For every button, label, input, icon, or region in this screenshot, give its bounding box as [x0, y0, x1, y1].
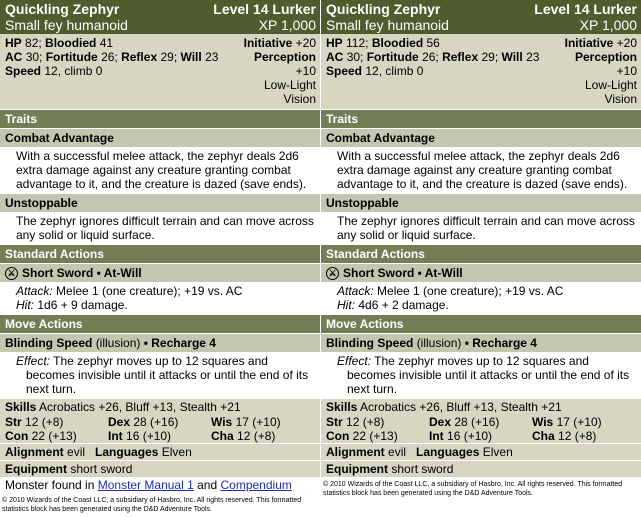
- fort-label: Fortitude: [45, 50, 98, 64]
- skills-label: Skills: [326, 400, 358, 414]
- con-value: 22 (+13): [31, 429, 77, 443]
- blinding-speed-keyword: (illusion): [95, 336, 141, 350]
- stat-block-left: [0, 0, 320, 517]
- fort-label: Fortitude: [366, 50, 419, 64]
- perception-label: Perception: [253, 50, 316, 64]
- combat-advantage-desc: With a successful melee attack, the zephyr deals 2d6 extra damage against any creature granting combat advantage to it, and the creature is dazed (save ends).: [321, 147, 641, 193]
- str-label: Str: [5, 415, 22, 429]
- header: [0, 0, 320, 34]
- unstoppable-title: Unstoppable: [321, 193, 641, 212]
- short-sword-title: [0, 263, 320, 282]
- alignment-row: [0, 443, 320, 460]
- blinding-speed-desc: [321, 352, 641, 398]
- dex-label: Dex: [429, 415, 452, 429]
- blinding-speed-label: Blinding Speed: [5, 336, 93, 350]
- short-sword-desc: [321, 282, 641, 314]
- ac-label: AC: [326, 50, 344, 64]
- hp-label: HP: [326, 36, 343, 50]
- perception-value: +10: [616, 64, 637, 78]
- source-and: and: [197, 478, 218, 492]
- equipment-label: Equipment: [326, 462, 388, 476]
- perception-value: +10: [295, 64, 316, 78]
- hp-value: 112;: [346, 36, 369, 50]
- equipment-value: short sword: [391, 462, 454, 476]
- con-label: Con: [5, 429, 29, 443]
- monster-xp: XP 1,000: [258, 17, 316, 33]
- hp-label: HP: [5, 36, 22, 50]
- bloodied-value: 56: [426, 36, 440, 50]
- fort-value: 26;: [422, 50, 439, 64]
- wis-value: 17 (+10): [235, 415, 281, 429]
- traits-header: Traits: [0, 109, 320, 128]
- skills-row: [0, 398, 320, 415]
- hit-label: Hit:: [16, 298, 34, 312]
- cha-value: 12 (+8): [237, 429, 276, 443]
- hit-label: Hit:: [337, 298, 355, 312]
- standard-actions-header: Standard Actions: [0, 244, 320, 263]
- monster-xp: XP 1,000: [579, 17, 637, 33]
- skills-label: Skills: [5, 400, 37, 414]
- source-prefix: Monster found in: [5, 478, 95, 492]
- hp-value: 82;: [25, 36, 42, 50]
- short-sword-desc: [0, 282, 320, 314]
- standard-actions-header: Standard Actions: [321, 244, 641, 263]
- equipment-value: short sword: [70, 462, 133, 476]
- wis-value: 17 (+10): [556, 415, 602, 429]
- bloodied-label: Bloodied: [45, 36, 97, 50]
- copyright-notice: © 2010 Wizards of the Coast LLC, a subsidiary of Hasbro, Inc. All rights reserved. This formatted statistics block has been generated using the D&D Adventure Tools.: [323, 481, 623, 497]
- con-label: Con: [326, 429, 350, 443]
- header: [321, 0, 641, 34]
- ref-label: Reflex: [121, 50, 158, 64]
- dex-value: 28 (+16): [454, 415, 500, 429]
- init-value: +20: [295, 36, 316, 50]
- vision-value-2: Vision: [604, 92, 637, 106]
- will-label: Will: [501, 50, 523, 64]
- vision-value: Low-Light: [584, 78, 637, 92]
- will-label: Will: [180, 50, 202, 64]
- ref-value: 29;: [160, 50, 178, 64]
- speed-label: Speed: [326, 64, 363, 78]
- vision-value-2: Vision: [283, 92, 316, 106]
- languages-value: Elven: [161, 445, 192, 459]
- move-actions-header: Move Actions: [321, 314, 641, 333]
- str-value: 12 (+8): [25, 415, 64, 429]
- cha-label: Cha: [532, 429, 555, 443]
- blinding-speed-label: Blinding Speed: [326, 336, 414, 350]
- will-value: 23: [526, 50, 540, 64]
- monster-type: Small fey humanoid: [326, 17, 449, 33]
- bloodied-label: Bloodied: [371, 36, 424, 50]
- will-value: 23: [205, 50, 219, 64]
- blinding-speed-keyword: (illusion): [416, 336, 462, 350]
- dex-label: Dex: [108, 415, 131, 429]
- monster-name: Quickling Zephyr: [5, 1, 120, 17]
- cha-label: Cha: [211, 429, 234, 443]
- short-sword-label: Short Sword • At-Will: [22, 266, 142, 280]
- attack-value: Melee 1 (one creature); +19 vs. AC: [56, 284, 243, 298]
- stats-panel: [0, 34, 320, 109]
- short-sword-label: Short Sword • At-Will: [343, 266, 463, 280]
- con-value: 22 (+13): [352, 429, 398, 443]
- int-label: Int: [108, 429, 123, 443]
- ac-label: AC: [5, 50, 23, 64]
- blinding-speed-title: [321, 333, 641, 352]
- source-row: [0, 477, 320, 493]
- int-value: 16 (+10): [447, 429, 493, 443]
- languages-label: Languages: [95, 445, 159, 459]
- monster-manual-link[interactable]: Monster Manual 1: [97, 478, 194, 492]
- ref-value: 29;: [481, 50, 499, 64]
- move-actions-header: Move Actions: [0, 314, 320, 333]
- attack-label: Attack:: [337, 284, 374, 298]
- effect-value: The zephyr moves up to 12 squares and becomes invisible until it attacks or until the end of its next turn.: [347, 354, 630, 396]
- ability-scores: [0, 415, 320, 443]
- attack-label: Attack:: [16, 284, 53, 298]
- attack-value: Melee 1 (one creature); +19 vs. AC: [377, 284, 564, 298]
- cha-value: 12 (+8): [558, 429, 597, 443]
- dex-value: 28 (+16): [133, 415, 179, 429]
- alignment-label: Alignment: [326, 445, 385, 459]
- languages-value: Elven: [482, 445, 513, 459]
- init-label: Initiative: [243, 36, 293, 50]
- monster-name: Quickling Zephyr: [326, 1, 441, 17]
- init-label: Initiative: [564, 36, 614, 50]
- effect-value: The zephyr moves up to 12 squares and becomes invisible until it attacks or until the end of its next turn.: [26, 354, 309, 396]
- wis-label: Wis: [532, 415, 554, 429]
- languages-label: Languages: [416, 445, 480, 459]
- traits-header: Traits: [321, 109, 641, 128]
- speed-value: 12, climb 0: [44, 64, 103, 78]
- ac-value: 30;: [25, 50, 43, 64]
- equipment-row: [321, 460, 641, 477]
- blinding-speed-desc: [0, 352, 320, 398]
- blinding-speed-recharge: • Recharge 4: [464, 336, 537, 350]
- monster-level: Level 14 Lurker: [534, 1, 637, 17]
- monster-type: Small fey humanoid: [5, 17, 128, 33]
- unstoppable-title: Unstoppable: [0, 193, 320, 212]
- ability-scores: [321, 415, 641, 443]
- equipment-label: Equipment: [5, 462, 67, 476]
- melee-basic-icon: ⚔: [326, 267, 339, 280]
- unstoppable-desc: The zephyr ignores difficult terrain and can move across any solid or liquid surface.: [0, 212, 320, 244]
- melee-basic-icon: ⚔: [5, 267, 18, 280]
- ref-label: Reflex: [442, 50, 479, 64]
- skills-row: [321, 398, 641, 415]
- unstoppable-desc: The zephyr ignores difficult terrain and can move across any solid or liquid surface.: [321, 212, 641, 244]
- skills-value: Acrobatics +26, Bluff +13, Stealth +21: [360, 400, 562, 414]
- short-sword-title: [321, 263, 641, 282]
- bloodied-value: 41: [99, 36, 114, 50]
- alignment-label: Alignment: [5, 445, 64, 459]
- alignment-value: evil: [67, 445, 86, 459]
- combat-advantage-title: Combat Advantage: [321, 128, 641, 147]
- speed-value: 12, climb 0: [365, 64, 424, 78]
- fort-value: 26;: [101, 50, 118, 64]
- vision-value: Low-Light: [263, 78, 316, 92]
- str-label: Str: [326, 415, 343, 429]
- effect-label: Effect:: [16, 354, 51, 368]
- int-label: Int: [429, 429, 444, 443]
- compendium-link[interactable]: Compendium: [220, 478, 292, 492]
- str-value: 12 (+8): [346, 415, 385, 429]
- effect-label: Effect:: [337, 354, 372, 368]
- alignment-value: evil: [388, 445, 407, 459]
- stat-block-right: [321, 0, 641, 501]
- equipment-row: [0, 460, 320, 477]
- combat-advantage-title: Combat Advantage: [0, 128, 320, 147]
- monster-level: Level 14 Lurker: [213, 1, 316, 17]
- copyright-notice: © 2010 Wizards of the Coast LLC, a subsidiary of Hasbro, Inc. All rights reserved. This formatted statistics block has been generated using the D&D Adventure Tools.: [2, 497, 302, 513]
- hit-value: 4d6 + 2 damage.: [358, 298, 449, 312]
- combat-advantage-desc: With a successful melee attack, the zephyr deals 2d6 extra damage against any creature granting combat advantage to it, and the creature is dazed (save ends).: [0, 147, 320, 193]
- perception-label: Perception: [574, 50, 637, 64]
- ac-value: 30;: [346, 50, 364, 64]
- wis-label: Wis: [211, 415, 233, 429]
- stats-panel: [321, 34, 641, 109]
- alignment-row: [321, 443, 641, 460]
- init-value: +20: [616, 36, 637, 50]
- speed-label: Speed: [5, 64, 42, 78]
- blinding-speed-title: [0, 333, 320, 352]
- int-value: 16 (+10): [126, 429, 172, 443]
- skills-value: Acrobatics +26, Bluff +13, Stealth +21: [39, 400, 241, 414]
- blinding-speed-recharge: • Recharge 4: [143, 336, 216, 350]
- hit-value: 1d6 + 9 damage.: [37, 298, 128, 312]
